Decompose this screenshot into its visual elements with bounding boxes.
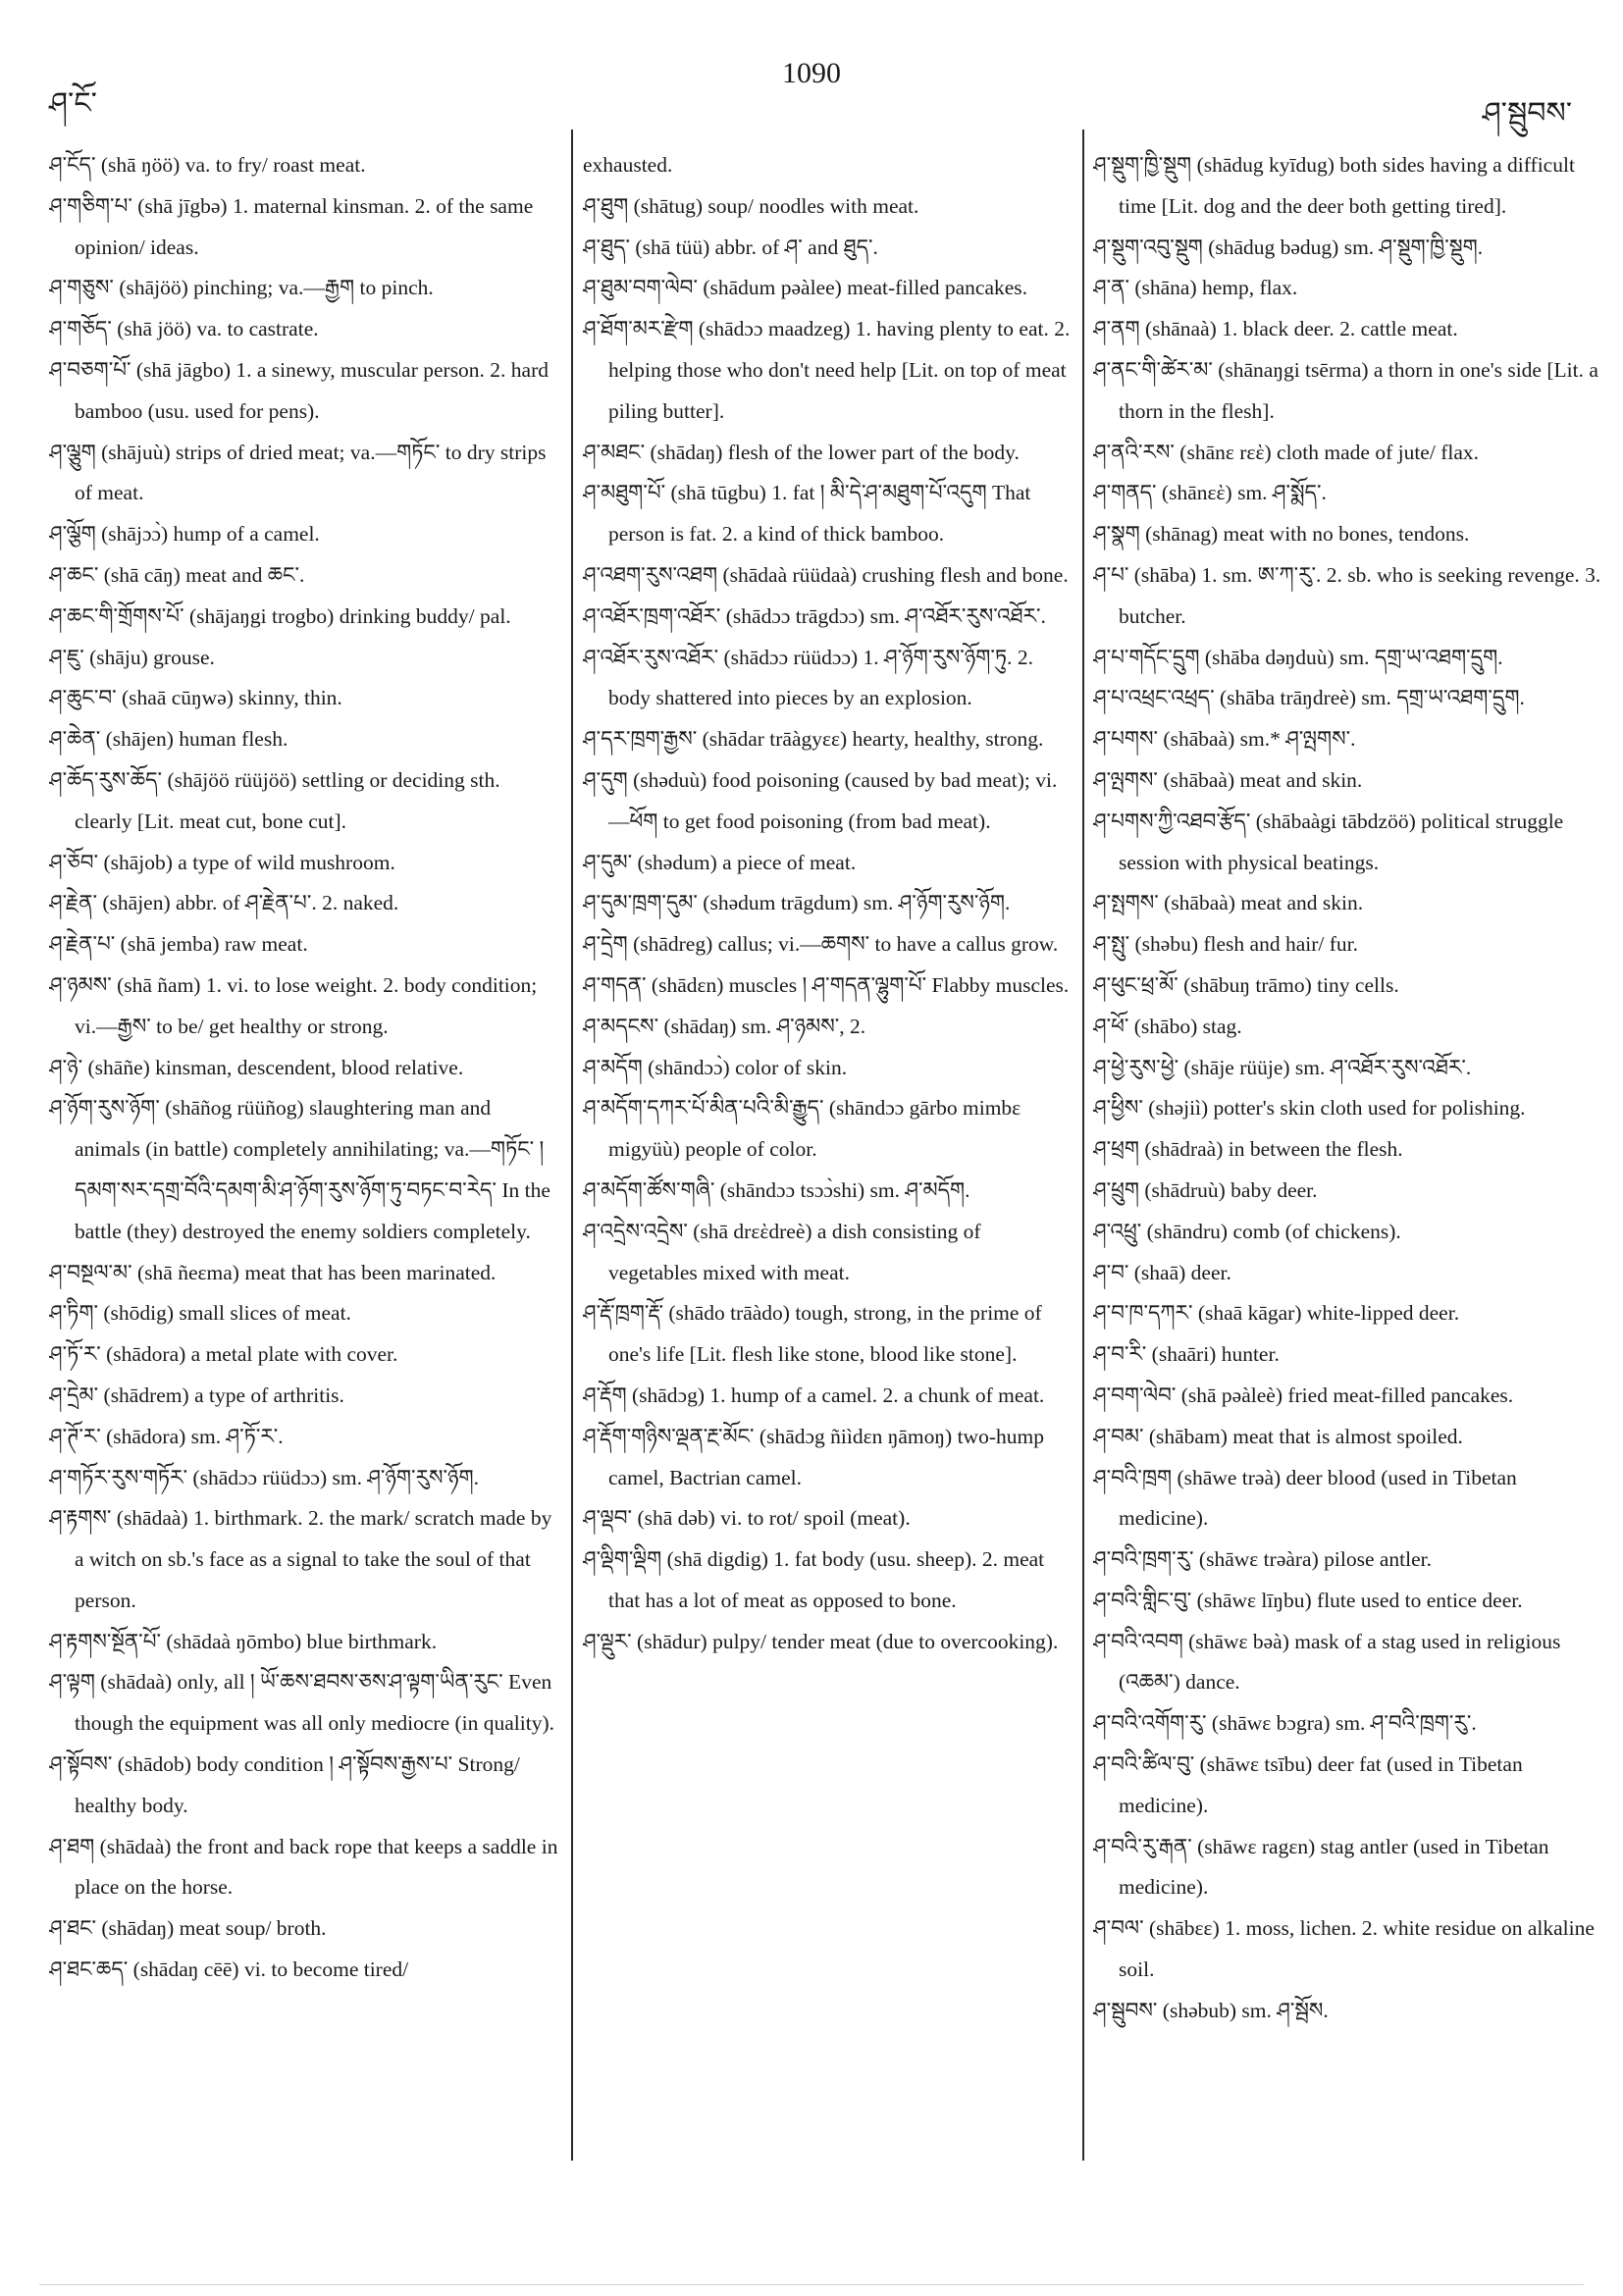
dictionary-entry: ཤ་ནའི་རས་ (shānε rεὲ) cloth made of jute/ flax. xyxy=(1093,440,1479,464)
dictionary-entry: ཤ་དུམ་ཁྲག་དུམ་ (shədum trāgdum) sm. ཤ་ཉོག་རུས་ཉོག. xyxy=(583,891,1011,915)
running-head-right: ཤ་སྦུབས་ xyxy=(1482,97,1572,130)
dictionary-entry: ཤ་ཏིག་ (shōdig) small slices of meat. xyxy=(49,1301,351,1326)
dictionary-entry: ཤ་བའི་ཁྲག (shāwe trəà) deer blood (used in Tibetan medicine). xyxy=(1093,1465,1517,1531)
dictionary-entry: ཤ་སྣག (shānag) meat with no bones, tendons. xyxy=(1093,522,1470,547)
dictionary-entry: ཤ་ཕྱིས་ (shəjiì) potter's skin cloth used for polishing. xyxy=(1093,1096,1526,1121)
dictionary-entry: ཤ་བའི་ཚིལ་བུ་ (shāwε tsību) deer fat (used in Tibetan medicine). xyxy=(1093,1752,1523,1817)
dictionary-entry: ཤ་ཇུ་ (shāju) grouse. xyxy=(49,645,215,669)
dictionary-entry: ཤ་གཅོད་ (shā jöö) va. to castrate. xyxy=(49,317,319,341)
dictionary-entry: ཤ་རྟགས་སྔོན་པོ་ (shādaà ŋōmbo) blue birthmark. xyxy=(49,1629,438,1653)
dictionary-entry: ཤ་ཐག (shādaà) the front and back rope that keeps a saddle in place on the horse. xyxy=(49,1834,558,1900)
dictionary-entry: ཤ་རྡོག (shādɔg) 1. hump of a camel. 2. a chunk of meat. xyxy=(583,1383,1045,1407)
dictionary-entry: ཤ་ལྕུག (shājuù) strips of dried meat; va.—གཏོང་ to dry strips of meat. xyxy=(49,440,547,505)
dictionary-entry: ཤ་བའི་འབག (shāwε bəà) mask of a stag used in religious (འཆམ་) dance. xyxy=(1093,1629,1561,1695)
dictionary-entry: ཤ་གཏོར་རུས་གཏོར་ (shādɔɔ rüüdɔɔ) sm. ཤ་ཉོག་རུས་ཉོག. xyxy=(49,1465,480,1489)
running-head-left: ཤ་ངོ་ xyxy=(49,87,97,120)
column-divider-right xyxy=(1082,130,1084,2161)
dictionary-entry: ཤ་ཆུང་བ་ (shaā cūŋwə) skinny, thin. xyxy=(49,686,342,710)
dictionary-entry: ཤ་ནག (shānaà) 1. black deer. 2. cattle meat. xyxy=(1093,317,1458,341)
column-3 xyxy=(1093,145,1603,2186)
dictionary-entry: ཤ་གཅིག་པ་ (shā jīgbə) 1. maternal kinsman. 2. of the same opinion/ ideas. xyxy=(49,193,534,259)
dictionary-entry: ཤ་ན་ (shāna) hemp, flax. xyxy=(1093,276,1298,300)
dictionary-entry: ཤ་མདོག་དཀར་པོ་མིན་པའི་མི་རྒྱུད་ (shāndɔɔ gārbo mimbε migyüù) people of color. xyxy=(583,1096,1021,1162)
dictionary-entry: ཤ་ཐང་ (shādaŋ) meat soup/ broth. xyxy=(49,1916,327,1941)
dictionary-entry: ཤ་ལྟག (shādaà) only, all ། ཡོ་ཆས་ཐབས་ཅས་ཤ་ལྟག་ཡིན་རུང་ Even though the equipment was all only mediocre (in quality). xyxy=(49,1670,555,1736)
dictionary-entry: ཤ་ཆེན་ (shājen) human flesh. xyxy=(49,727,288,752)
dictionary-entry: ཤ་སྤགས་ (shābaà) meat and skin. xyxy=(1093,891,1364,915)
dictionary-entry: ཤ་ཐུད་ (shā tüü) abbr. of ཤ་ and ཐུད་. xyxy=(583,235,878,259)
dictionary-entry: ཤ་བལ་ (shābεε) 1. moss, lichen. 2. white residue on alkaline soil. xyxy=(1093,1916,1595,1982)
dictionary-entry: ཤ་སྦུབས་ (shəbub) sm. ཤ་སྦོས. xyxy=(1093,1998,1329,2022)
dictionary-entry: ཤ་ཆང་ (shā cāŋ) meat and ཆང་. xyxy=(49,562,305,587)
dictionary-entry: ཤ་བཅག་པོ་ (shā jāgbo) 1. a sinewy, muscular person. 2. hard bamboo (usu. used for pens). xyxy=(49,357,550,423)
dictionary-entry: ཤ་མདོག (shāndɔɔ̀) color of skin. xyxy=(583,1055,848,1079)
dictionary-entry: ཤ་བ་ཁ་དཀར་ (shaā kāgar) white-lipped deer. xyxy=(1093,1301,1460,1326)
dictionary-entry: ཤ་བག་ལེབ་ (shā pəàleè) fried meat-filled pancakes. xyxy=(1093,1383,1514,1407)
dictionary-entry: ཤ་སྡུག་ཁྱི་སྡུག (shādug kyīdug) both sides having a difficult time [Lit. dog and the deer both getting tired]. xyxy=(1093,153,1575,218)
column-divider-left xyxy=(571,130,573,2161)
dictionary-entry: ཤ་གནད་ (shānεὲ) sm. ཤ་སྨོད་. xyxy=(1093,481,1327,505)
dictionary-entry: ཤ་བམ་ (shābam) meat that is almost spoiled. xyxy=(1093,1424,1463,1448)
dictionary-entry: ཤ་བ་རི་ (shaāri) hunter. xyxy=(1093,1342,1280,1367)
dictionary-entry: ཤ་དྲེམ་ (shādrem) a type of arthritis. xyxy=(49,1383,344,1407)
dictionary-entry: ཤ་བའི་གླིང་བུ་ (shāwε līŋbu) flute used to entice deer. xyxy=(1093,1588,1523,1612)
dictionary-entry: ཤ་རྗེན་པ་ (shā jemba) raw meat. xyxy=(49,932,308,957)
dictionary-entry: ཤ་ཉེ་ (shāñe) kinsman, descendent, blood relative. xyxy=(49,1055,464,1079)
dictionary-entry: ཤ་མཐང་ (shādaŋ) flesh of the lower part of the body. xyxy=(583,440,1020,464)
dictionary-entry: ཤ་བའི་འགོག་རུ་ (shāwε bɔgra) sm. ཤ་བའི་ཁྲག་རུ་. xyxy=(1093,1711,1477,1736)
dictionary-entry: ཤ་སྤུ་ (shəbu) flesh and hair/ fur. xyxy=(1093,932,1358,957)
dictionary-entry: ཤ་པ་གདོང་དྲུག (shāba dəŋduù) sm. དགྲ་ཡ་འཐག་དྲུག. xyxy=(1093,645,1503,669)
dictionary-entry: ཤ་པ་འཕྲང་འཕྲད་ (shāba trāŋdreè) sm. དགྲ་ཡ་འཐག་དྲུག. xyxy=(1093,686,1525,710)
dictionary-entry: ཤ་རྡོག་གཉིས་ལྡན་རྔ་མོང་ (shādɔg ñiìdεn ŋāmoŋ) two-hump camel, Bactrian camel. xyxy=(583,1424,1044,1489)
dictionary-entry: ཤ་འཐོར་རུས་འཐོར་ (shādɔɔ rüüdɔɔ) 1. ཤ་ཉོག་རུས་ཉོག་ཏུ. 2. body shattered into pieces by an explosion. xyxy=(583,645,1033,710)
dictionary-entry: ཤ་ཏོ་ར་ (shādora) a metal plate with cover. xyxy=(49,1342,398,1367)
dictionary-entry: ཤ་ཐང་ཆད་ (shādaŋ cēē) vi. to become tired/ xyxy=(49,1957,409,1982)
dictionary-entry: ཤ་སྟོབས་ (shādob) body condition ། ཤ་སྟོབས་རྒྱས་པ་ Strong/ healthy body. xyxy=(49,1752,520,1817)
dictionary-entry: ཤ་པ་ (shāba) 1. sm. ཨ་ཀ་རུ་. 2. sb. who is seeking revenge. 3. butcher. xyxy=(1093,562,1601,628)
dictionary-entry: ཤ་འཐག་རུས་འཐག (shādaà rüüdaà) crushing flesh and bone. xyxy=(583,562,1069,587)
dictionary-entry: ཤ་རྗེན་ (shājen) abbr. of ཤ་རྗེན་པ་. 2. naked. xyxy=(49,891,399,915)
dictionary-entry: ཤ་མདོག་ཚོས་གཞི་ (shāndɔɔ tsɔɔ̀shi) sm. ཤ་མདོག. xyxy=(583,1177,970,1202)
dictionary-entry: ཤ་པགས་ (shābaà) sm.* ཤ་ལྤགས་. xyxy=(1093,727,1356,752)
dictionary-entry: ཤ་ངོད་ (shā ŋöö) va. to fry/ roast meat. xyxy=(49,153,366,177)
page-number: 1090 xyxy=(782,57,841,89)
dictionary-entry: ཤ་ཉོག་རུས་ཉོག་ (shāñog rüüñog) slaughtering man and animals (in battle) completely annihilating; va.—གཏོང་ ། དམག་སར་དགྲ་བོའི་དམག་མི་ཤ་ཉོག་རུས་ཉོག་ཏུ་བཏང་བ་རེད་ In the battle (they) destroyed the enemy soldiers completely. xyxy=(49,1096,550,1243)
dictionary-entry: ཤ་ལྡིག་ལྡིག (shā digdig) 1. fat body (usu. sheep). 2. meat that has a lot of meat as opposed to bone. xyxy=(583,1547,1045,1612)
dictionary-entry: ཤ་དུམ་ (shədum) a piece of meat. xyxy=(583,850,857,874)
dictionary-entry: ཤ་བའི་ཁྲག་རུ་ (shāwε trəàra) pilose antler. xyxy=(1093,1547,1432,1572)
dictionary-entry: ཤ་བ་ (shaā) deer. xyxy=(1093,1260,1231,1284)
dictionary-entry: ཤ་ཊོ་ར་ (shādora) sm. ཤ་ཏོ་ར་. xyxy=(49,1424,284,1448)
dictionary-entry: ཤ་འཐོར་ཁྲག་འཐོར་ (shādɔɔ trāgdɔɔ) sm. ཤ་འཐོར་རུས་འཐོར་. xyxy=(583,603,1046,628)
dictionary-entry: ཤ་ལྕོག (shājɔɔ̀) hump of a camel. xyxy=(49,522,320,547)
dictionary-entry: ཤ་ལྡབ་ (shā dəb) vi. to rot/ spoil (meat). xyxy=(583,1506,911,1531)
dictionary-entry: exhausted. xyxy=(583,153,673,177)
dictionary-entry: ཤ་དར་ཁྲག་རྒྱས་ (shādar trāàgyεε) hearty, healthy, strong. xyxy=(583,727,1044,752)
dictionary-entry: ཤ་མདངས་ (shādaŋ) sm. ཤ་ཉམས་, 2. xyxy=(583,1014,866,1038)
dictionary-entry: ཤ་ཕྲུག (shādruù) baby deer. xyxy=(1093,1177,1318,1202)
dictionary-entry: ཤ་ཆང་གི་གྲོགས་པོ་ (shājaŋgi trogbo) drinking buddy/ pal. xyxy=(49,603,511,628)
dictionary-entry: ཤ་བའི་རུ་རྒན་ (shāwε ragεn) stag antler (used in Tibetan medicine). xyxy=(1093,1834,1549,1900)
dictionary-entry: ཤ་ཆོད་རུས་ཆོད་ (shājöö rüüjöö) settling or deciding sth. clearly [Lit. meat cut, bone cut]. xyxy=(49,767,500,833)
dictionary-entry: ཤ་བསྔལ་མ་ (shā ñeεma) meat that has been marinated. xyxy=(49,1260,497,1284)
dictionary-entry: ཤ་ཉམས་ (shā ñam) 1. vi. to lose weight. 2. body condition; vi.—རྒྱས་ to be/ get healthy or strong. xyxy=(49,972,538,1038)
dictionary-entry: ཤ་ལྡུར་ (shādur) pulpy/ tender meat (due to overcooking). xyxy=(583,1629,1059,1653)
dictionary-entry: ཤ་མཐུག་པོ་ (shā tūgbu) 1. fat ། མི་དེ་ཤ་མཐུག་པོ་འདུག That person is fat. 2. a kind of thick bamboo. xyxy=(583,481,1031,547)
dictionary-entry: ཤ་འདྲེས་འདྲེས་ (shā drεὲdreè) a dish consisting of vegetables mixed with meat. xyxy=(583,1219,981,1284)
dictionary-entry: ཤ་ཕོ་ (shābo) stag. xyxy=(1093,1014,1242,1038)
dictionary-entry: ཤ་ཕུང་ཕྲ་མོ་ (shābuŋ trāmo) tiny cells. xyxy=(1093,972,1399,997)
dictionary-entry: ཤ་ནང་གི་ཚེར་མ་ (shānaŋgi tsērma) a thorn in one's side [Lit. a thorn in the flesh]. xyxy=(1093,357,1598,423)
dictionary-entry: ཤ་པགས་ཀྱི་འཐབ་རྩོད་ (shābaàgi tābdzöö) political struggle session with physical beatings. xyxy=(1093,809,1564,874)
dictionary-entry: ཤ་ཕྱེ་རུས་ཕྱེ་ (shāje rüüje) sm. ཤ་འཐོར་རུས་འཐོར་. xyxy=(1093,1055,1472,1079)
dictionary-entry: ཤ་ལྤགས་ (shābaà) meat and skin. xyxy=(1093,767,1363,792)
page-bottom-edge xyxy=(39,2284,1584,2285)
column-1 xyxy=(49,145,559,2186)
dictionary-entry: ཤ་ཐུག (shātug) soup/ noodles with meat. xyxy=(583,193,919,218)
column-2 xyxy=(583,145,1073,2186)
dictionary-entry: ཤ་ཅོབ་ (shājob) a type of wild mushroom. xyxy=(49,850,395,874)
dictionary-entry: ཤ་ཕྲག (shādraà) in between the flesh. xyxy=(1093,1137,1403,1162)
dictionary-entry: ཤ་དྲེག (shādreg) callus; vi.—ཆགས་ to have a callus grow. xyxy=(583,932,1059,957)
dictionary-entry: ཤ་སྡུག་འབུ་སྡུག (shādug bədug) sm. ཤ་སྡུག་ཁྱི་སྡུག. xyxy=(1093,235,1484,259)
dictionary-entry: ཤ་གདན་ (shādεn) muscles ། ཤ་གདན་ལྷུག་པོ་ Flabby muscles. xyxy=(583,972,1070,997)
dictionary-entry: ཤ་ཐུམ་བག་ལེབ་ (shādum pəàlee) meat-filled pancakes. xyxy=(583,276,1028,300)
dictionary-entry: ཤ་རྟགས་ (shādaà) 1. birthmark. 2. the mark/ scratch made by a witch on sb.'s face as a signal to take the soul of that person. xyxy=(49,1506,552,1612)
dictionary-entry: ཤ་དུག (shəduù) food poisoning (caused by bad meat); vi.—ཕོག to get food poisoning (from bad meat). xyxy=(583,767,1058,833)
dictionary-entry: ཤ་འཕྲུ་ (shāndru) comb (of chickens). xyxy=(1093,1219,1401,1243)
dictionary-entry: ཤ་རྡོ་ཁྲག་རྡོ་ (shādo trāàdo) tough, strong, in the prime of one's life [Lit. flesh like stone, blood like stone]. xyxy=(583,1301,1042,1367)
dictionary-entry: ཤ་ཐོག་མར་རྫེག (shādɔɔ maadzeg) 1. having plenty to eat. 2. helping those who don't need help [Lit. on top of meat piling butter]. xyxy=(583,317,1071,423)
dictionary-entry: ཤ་གཅུས་ (shājöö) pinching; va.—རྒྱག to pinch. xyxy=(49,276,434,300)
